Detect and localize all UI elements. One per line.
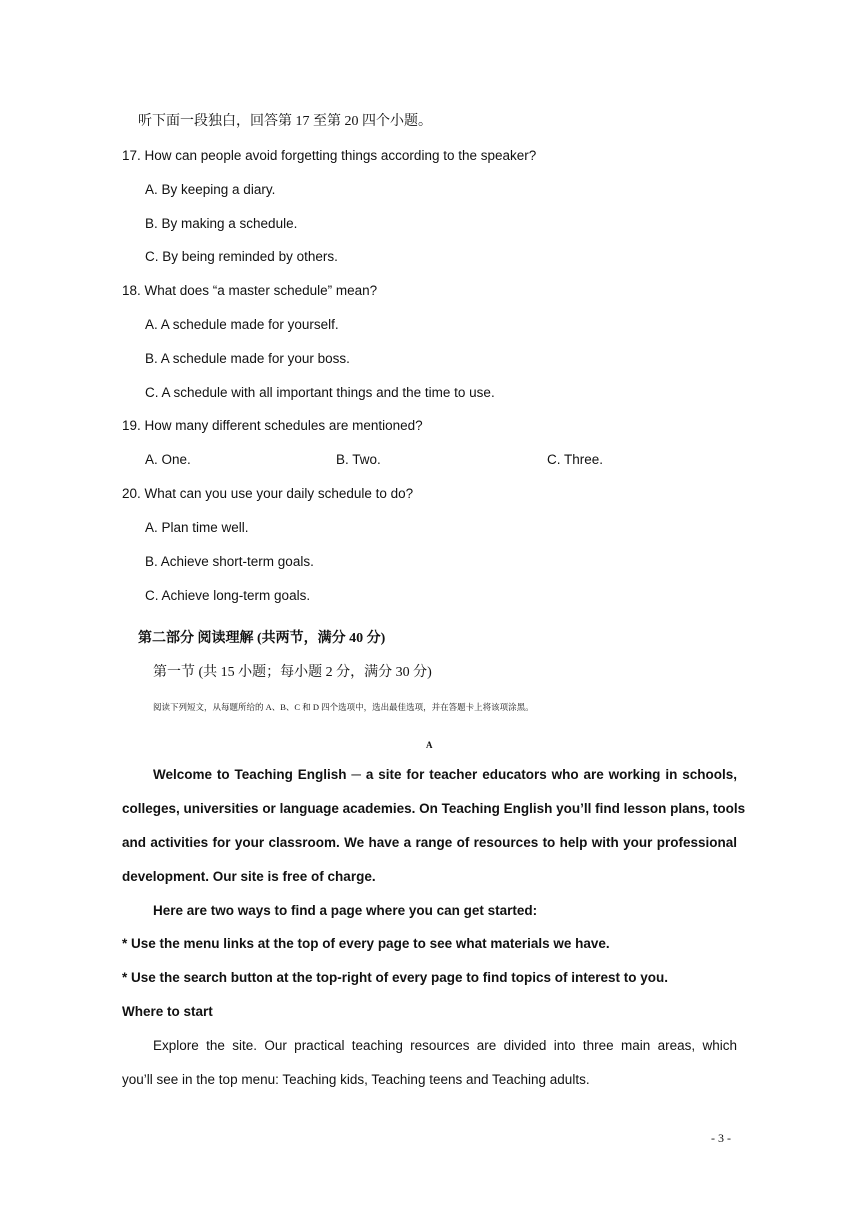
- passage-heading: Where to start: [122, 1004, 213, 1019]
- section-title: 第一节 (共 15 小题；每小题 2 分，满分 30 分): [153, 665, 432, 680]
- passage-letter: A: [426, 740, 433, 750]
- passage-para3-line2: you’ll see in the top menu: Teaching kids, Teaching teens and Teaching adults.: [122, 1072, 590, 1087]
- question-20-option-b: B. Achieve short-term goals.: [145, 554, 314, 569]
- question-17-option-a: A. By keeping a diary.: [145, 182, 276, 197]
- question-18-stem: 18. What does “a master schedule” mean?: [122, 283, 378, 298]
- passage-bullet-2: * Use the search button at the top-right of every page to find topics of interest to you.: [122, 970, 669, 985]
- question-17-stem: 17. How can people avoid forgetting things according to the speaker?: [122, 148, 537, 163]
- question-19-stem: 19. How many different schedules are mentioned?: [122, 418, 423, 433]
- passage-para1-line2: colleges, universities or language academies. On Teaching English you’ll find lesson plans, tools: [122, 801, 746, 816]
- question-19-option-c: C. Three.: [547, 452, 604, 467]
- passage-para1-line1: Welcome to Teaching English ─ a site for teacher educators who are working in schools,: [153, 767, 737, 782]
- question-20-stem: 20. What can you use your daily schedule to do?: [122, 486, 414, 501]
- listening-intro: 听下面一段独白，回答第 17 至第 20 四个小题。: [138, 114, 432, 129]
- passage-bullet-1: * Use the menu links at the top of every page to see what materials we have.: [122, 936, 610, 951]
- passage-para3-line1: Explore the site. Our practical teaching resources are divided into three main areas, which: [153, 1038, 737, 1053]
- question-18-option-c: C. A schedule with all important things and the time to use.: [145, 385, 495, 400]
- passage-para1-line4: development. Our site is free of charge.: [122, 869, 376, 884]
- reading-instructions: 阅读下列短文，从每题所给的 A、B、C 和 D 四个选项中，选出最佳选项，并在答题卡上将该项涂黑。: [153, 702, 534, 712]
- page-number: - 3 -: [711, 1131, 731, 1145]
- question-18-option-b: B. A schedule made for your boss.: [145, 351, 350, 366]
- question-18-option-a: A. A schedule made for yourself.: [145, 317, 339, 332]
- question-17-option-b: B. By making a schedule.: [145, 216, 298, 231]
- question-17-option-c: C. By being reminded by others.: [145, 249, 338, 264]
- question-19-option-b: B. Two.: [336, 452, 381, 467]
- passage-para1-line3: and activities for your classroom. We have a range of resources to help with your professional: [122, 835, 737, 850]
- part-title: 第二部分 阅读理解 (共两节，满分 40 分): [138, 631, 386, 646]
- question-20-option-a: A. Plan time well.: [145, 520, 249, 535]
- question-20-option-c: C. Achieve long-term goals.: [145, 588, 311, 603]
- passage-para2: Here are two ways to find a page where you can get started:: [153, 903, 538, 918]
- question-19-option-a: A. One.: [145, 452, 191, 467]
